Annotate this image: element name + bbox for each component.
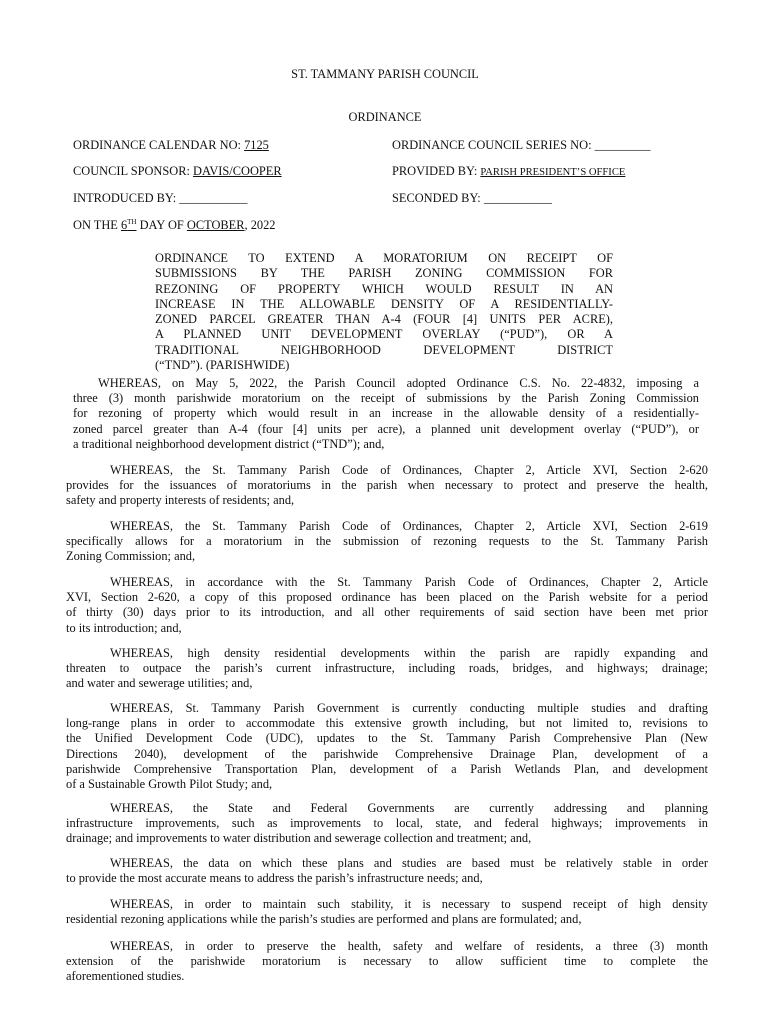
title-line: ZONED PARCEL GREATER THAN A-4 (FOUR [4] UNITS PER ACRE), [155, 312, 613, 327]
provided-by-label: PROVIDED BY: [392, 164, 481, 178]
paragraph-line: aforementioned studies. [66, 969, 185, 984]
title-line: REZONING OF PROPERTY WHICH WOULD RESULT IN AN [155, 281, 613, 296]
paragraph-line: Zoning Commission; and, [66, 549, 196, 564]
seconded-by-label: SECONDED BY: [392, 191, 484, 205]
provided-by-value: PARISH PRESIDENT’S OFFICE [480, 167, 626, 178]
date-month: OCTOBER [186, 218, 245, 232]
paragraph-line: to its introduction; and, [66, 620, 182, 635]
paragraph-line: WHEREAS, high density residential developments within the parish are rapidly expanding and [110, 646, 708, 660]
paragraph-line: WHEREAS, the St. Tammany Parish Code of Ordinances, Chapter 2, Article XVI, Section 2-619 [110, 519, 708, 533]
paragraph-line: to provide the most accurate means to address the parish’s infrastructure needs; and, [66, 871, 483, 886]
calendar-number-line [73, 138, 269, 153]
whereas-paragraph [66, 801, 708, 847]
introduced-by-line [73, 191, 247, 206]
paragraph-line: the Unified Development Code (UDC), updates to the St. Tammany Parish Comprehensive Plan (New [66, 731, 708, 746]
title-line: SUBMISSIONS BY THE PARISH ZONING COMMISSION FOR [155, 266, 613, 281]
paragraph-line: long-range plans in order to accommodate this extensive growth including, but not limited to, revisions to [66, 716, 708, 731]
paragraph-line: specifically allows for a moratorium in the submission of rezoning requests to the St. Tammany Parish [66, 534, 708, 549]
title-line: A PLANNED UNIT DEVELOPMENT OVERLAY (“PUD”), OR A [155, 327, 613, 342]
seconded-by-value: ___________ [483, 191, 552, 205]
introduced-by-label: INTRODUCED BY: [73, 191, 180, 205]
whereas-paragraph [66, 939, 708, 985]
title-line: ORDINANCE TO EXTEND A MORATORIUM ON RECEIPT OF [155, 251, 613, 265]
paragraph-line: zoned parcel greater than A-4 (four [4] units per acre), a planned unit development overlay (“PUD”), or [73, 421, 699, 436]
paragraph-line: safety and property interests of residents; and, [66, 493, 295, 508]
council-series-label: ORDINANCE COUNCIL SERIES NO: [392, 138, 595, 152]
paragraph-line: parishwide Comprehensive Transportation Plan, development of a Parish Wetlands Plan, and development [66, 761, 708, 776]
council-sponsor-line [73, 164, 282, 179]
whereas-paragraph [66, 519, 708, 565]
whereas-paragraph [66, 646, 708, 692]
paragraph-line: Directions 2040), development of the parishwide Comprehensive Drainage Plan, development of a [66, 746, 708, 761]
calendar-number-value: 7125 [244, 138, 269, 152]
paragraph-line: provides for the issuances of moratoriums in the parish when necessary to protect and preserve the health, [66, 478, 708, 493]
paragraph-line: WHEREAS, the State and Federal Governments are currently addressing and planning [110, 801, 708, 815]
title-line: TRADITIONAL NEIGHBORHOOD DEVELOPMENT DISTRICT [155, 342, 613, 357]
whereas-paragraph [66, 701, 708, 792]
paragraph-line: WHEREAS, the data on which these plans and studies are based must be relatively stable in order [110, 856, 708, 870]
whereas-paragraph [66, 575, 708, 636]
provided-by-line [392, 164, 625, 180]
paragraph-line: XVI, Section 2-620, a copy of this proposed ordinance has been placed on the Parish website for a period [66, 590, 708, 605]
date-day-number: 6 [120, 218, 128, 232]
council-series-line [392, 138, 650, 153]
paragraph-line: and water and sewerage utilities; and, [66, 676, 253, 691]
council-series-value: _________ [594, 138, 651, 152]
paragraph-line: WHEREAS, the St. Tammany Parish Code of Ordinances, Chapter 2, Article XVI, Section 2-620 [110, 463, 708, 477]
council-sponsor-value: DAVIS/COOPER [193, 164, 282, 178]
title-line: INCREASE IN THE ALLOWABLE DENSITY OF A RESIDENTIALLY- [155, 296, 613, 311]
whereas-paragraph [66, 856, 708, 886]
paragraph-line: of a Sustainable Growth Pilot Study; and, [66, 777, 273, 792]
paragraph-line: drainage; and improvements to water distribution and sewerage collection and treatment; and, [66, 831, 532, 846]
paragraph-line: WHEREAS, St. Tammany Parish Government is currently conducting multiple studies and drafting [110, 701, 708, 715]
document-type-heading: ORDINANCE [348, 110, 422, 124]
seconded-by-line [392, 191, 552, 206]
whereas-paragraph [66, 897, 708, 927]
paragraph-line: threaten to outpace the parish’s current infrastructure, including roads, bridges, and highways; drainage; [66, 661, 708, 676]
title-line: (“TND”). (PARISHWIDE) [155, 358, 290, 373]
paragraph-line: WHEREAS, in accordance with the St. Tammany Parish Code of Ordinances, Chapter 2, Article [110, 575, 708, 589]
paragraph-line: infrastructure improvements, such as improvements to local, state, and federal highways; improvements in [66, 816, 708, 831]
paragraph-line: WHEREAS, on May 5, 2022, the Parish Council adopted Ordinance C.S. No. 22-4832, imposing a [98, 376, 699, 390]
paragraph-line: for rezoning of property which would result in an increase in the allowable density of a residentially- [73, 406, 699, 421]
paragraph-line: WHEREAS, in order to preserve the health, safety and welfare of residents, a three (3) month [110, 939, 708, 953]
council-sponsor-label: COUNCIL SPONSOR: [73, 164, 194, 178]
date-middle: DAY OF [136, 218, 187, 232]
paragraph-line: residential rezoning applications while the parish’s studies are performed and plans are formulated; and, [66, 912, 582, 927]
paragraph-line: three (3) month parishwide moratorium on the receipt of submissions by the Parish Zoning Commission [73, 391, 699, 406]
calendar-number-label: ORDINANCE CALENDAR NO: [73, 138, 245, 152]
date-day-suffix: TH [127, 218, 137, 226]
paragraph-line: a traditional neighborhood development district (“TND”); and, [73, 436, 385, 451]
date-line [73, 218, 275, 233]
introduced-by-value: ___________ [179, 191, 248, 205]
council-heading: ST. TAMMANY PARISH COUNCIL [291, 67, 479, 81]
paragraph-line: WHEREAS, in order to maintain such stability, it is necessary to suspend receipt of high density [110, 897, 708, 911]
whereas-paragraph [66, 463, 708, 509]
paragraph-line: of thirty (30) days prior to its introduction, and all other requirements of said section have been met prior [66, 605, 708, 620]
date-year: , 2022 [244, 218, 276, 232]
paragraph-line: extension of the parishwide moratorium is necessary to allow sufficient time to complete the [66, 954, 708, 969]
whereas-paragraph [73, 376, 699, 452]
ordinance-title [155, 251, 613, 373]
date-prefix: ON THE [73, 218, 121, 232]
date-day [121, 218, 137, 232]
